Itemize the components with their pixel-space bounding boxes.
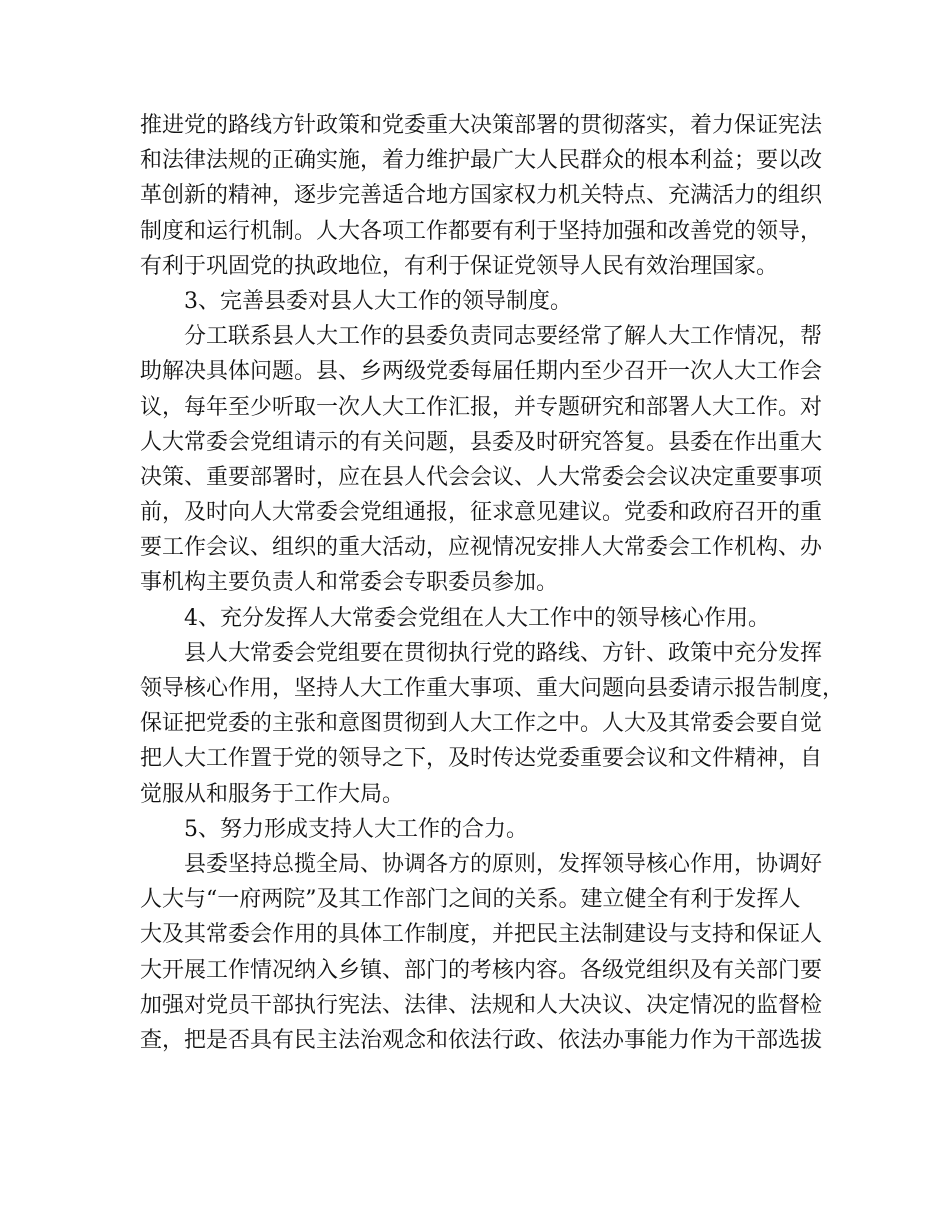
text-line: 人大与“一府两院”及其工作部门之间的关系。建立健全有利于发挥人 bbox=[140, 887, 801, 913]
text-line: 事机构主要负责人和常委会专职委员参加。 bbox=[140, 570, 559, 596]
text-line: 决策、重要部署时，应在县人代会会议、人大常委会会议决定重要事项 bbox=[140, 464, 823, 490]
text-line: 大及其常委会作用的具体工作制度，并把民主法制建设与支持和保证人 bbox=[140, 922, 823, 948]
text-line: 觉服从和服务于工作大局。 bbox=[140, 781, 405, 807]
text-line: 4、充分发挥人大常委会党组在人大工作中的领导核心作用。 bbox=[184, 605, 770, 631]
text-line: 革创新的精神，逐步完善适合地方国家权力机关特点、充满活力的组织 bbox=[140, 183, 823, 209]
text-line: 和法律法规的正确实施，着力维护最广大人民群众的根本利益；要以改 bbox=[140, 148, 823, 174]
text-line: 人大常委会党组请示的有关问题，县委及时研究答复。县委在作出重大 bbox=[140, 429, 823, 455]
text-line: 要工作会议、组织的重大活动，应视情况安排人大常委会工作机构、办 bbox=[140, 535, 823, 561]
text-line: 3、完善县委对县人大工作的领导制度。 bbox=[184, 288, 572, 314]
text-line: 前，及时向人大常委会党组通报，征求意见建议。党委和政府召开的重 bbox=[140, 500, 823, 526]
text-line: 领导核心作用，坚持人大工作重大事项、重大问题向县委请示报告制度， bbox=[140, 676, 845, 701]
document-body bbox=[140, 108, 845, 1058]
text-line: 县人大常委会党组要在贯彻执行党的路线、方针、政策中充分发挥 bbox=[184, 640, 823, 666]
text-line: 把人大工作置于党的领导之下，及时传达党委重要会议和文件精神，自 bbox=[140, 746, 823, 772]
text-line: 有利于巩固党的执政地位，有利于保证党领导人民有效治理国家。 bbox=[140, 253, 779, 279]
text-line: 保证把党委的主张和意图贯彻到人大工作之中。人大及其常委会要自觉 bbox=[140, 711, 823, 737]
text-line: 制度和运行机制。人大各项工作都要有利于坚持加强和改善党的领导， bbox=[140, 218, 823, 244]
text-line: 加强对党员干部执行宪法、法律、法规和人大决议、决定情况的监督检 bbox=[140, 992, 823, 1018]
text-line: 助解决具体问题。县、乡两级党委每届任期内至少召开一次人大工作会 bbox=[140, 359, 823, 385]
text-line: 推进党的路线方针政策和党委重大决策部署的贯彻落实，着力保证宪法 bbox=[140, 113, 823, 138]
text-line: 大开展工作情况纳入乡镇、部门的考核内容。各级党组织及有关部门要 bbox=[140, 957, 823, 983]
text-line: 分工联系县人大工作的县委负责同志要经常了解人大工作情况，帮 bbox=[184, 324, 823, 350]
text-line: 议，每年至少听取一次人大工作汇报，并专题研究和部署人大工作。对 bbox=[140, 394, 823, 420]
text-line: 县委坚持总揽全局、协调各方的原则，发挥领导核心作用，协调好 bbox=[184, 851, 823, 877]
text-line: 5、努力形成支持人大工作的合力。 bbox=[184, 816, 528, 842]
text-line: 查，把是否具有民主法治观念和依法行政、依法办事能力作为干部选拔 bbox=[140, 1027, 823, 1053]
